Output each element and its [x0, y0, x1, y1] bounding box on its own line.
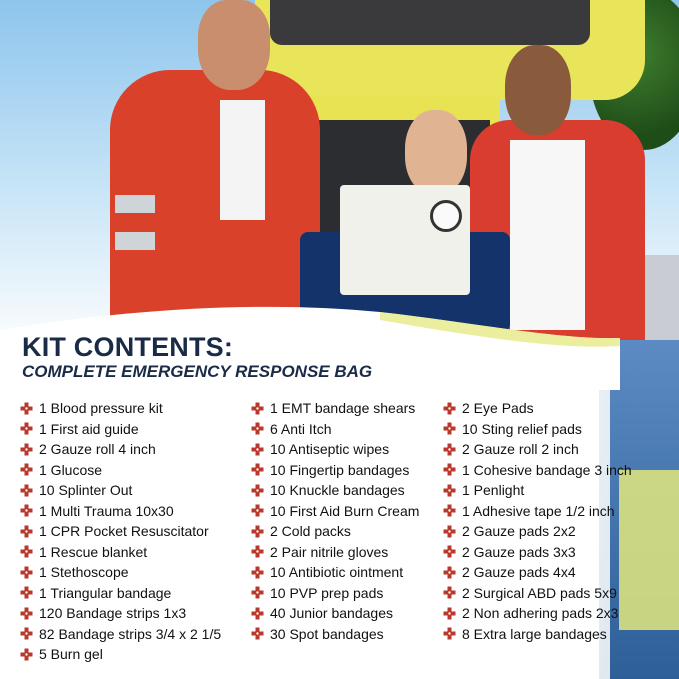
item-label: 2 Non adhering pads 2x3: [462, 605, 619, 622]
star-of-life-cross-icon: [443, 484, 456, 497]
star-of-life-cross-icon: [251, 504, 264, 517]
star-of-life-cross-icon: [20, 566, 33, 579]
item-label: 10 Sting relief pads: [462, 420, 582, 437]
star-of-life-cross-icon: [20, 402, 33, 415]
list-item: [443, 439, 632, 460]
star-of-life-cross-icon: [20, 607, 33, 620]
list-item: [443, 501, 632, 522]
item-label: 10 Knuckle bandages: [270, 482, 405, 499]
reflective-stripe: [115, 195, 155, 213]
item-label: 1 Blood pressure kit: [39, 400, 163, 417]
star-of-life-cross-icon: [251, 422, 264, 435]
list-item: [20, 644, 221, 665]
list-item: [20, 583, 221, 604]
list-item: [20, 480, 221, 501]
list-item: [443, 583, 632, 604]
star-of-life-cross-icon: [443, 586, 456, 599]
list-item: [20, 542, 221, 563]
list-item: [251, 419, 419, 440]
star-of-life-cross-icon: [251, 402, 264, 415]
star-of-life-cross-icon: [443, 422, 456, 435]
star-of-life-cross-icon: [20, 504, 33, 517]
item-label: 8 Extra large bandages: [462, 625, 607, 642]
list-item: [20, 603, 221, 624]
list-item: [20, 501, 221, 522]
star-of-life-cross-icon: [443, 627, 456, 640]
list-item: [20, 460, 221, 481]
list-item: [20, 439, 221, 460]
page-subtitle: COMPLETE EMERGENCY RESPONSE BAG: [22, 362, 373, 381]
star-of-life-cross-icon: [20, 484, 33, 497]
item-label: 2 Gauze pads 4x4: [462, 564, 576, 581]
star-of-life-cross-icon: [443, 504, 456, 517]
item-label: 120 Bandage strips 1x3: [39, 605, 187, 622]
list-item: [443, 398, 632, 419]
item-label: 1 Rescue blanket: [39, 543, 148, 560]
star-of-life-cross-icon: [443, 545, 456, 558]
reflective-stripe: [115, 232, 155, 250]
item-label: 40 Junior bandages: [270, 605, 393, 622]
list-item: [443, 480, 632, 501]
paramedic-left-shirt: [220, 100, 265, 220]
item-label: 1 Multi Trauma 10x30: [39, 502, 174, 519]
star-of-life-cross-icon: [20, 648, 33, 661]
item-label: 5 Burn gel: [39, 646, 103, 663]
item-label: 2 Gauze roll 2 inch: [462, 441, 579, 458]
star-of-life-cross-icon: [20, 586, 33, 599]
list-item: [251, 501, 419, 522]
star-of-life-cross-icon: [251, 566, 264, 579]
item-label: 82 Bandage strips 3/4 x 2 1/5: [39, 625, 222, 642]
list-item: [251, 398, 419, 419]
star-of-life-cross-icon: [20, 422, 33, 435]
item-label: 6 Anti Itch: [270, 420, 332, 437]
item-label: 2 Surgical ABD pads 5x9: [462, 584, 617, 601]
star-of-life-cross-icon: [443, 607, 456, 620]
item-label: 1 CPR Pocket Resuscitator: [39, 523, 209, 540]
item-label: 1 Triangular bandage: [39, 584, 172, 601]
item-label: 1 First aid guide: [39, 420, 139, 437]
star-of-life-cross-icon: [251, 484, 264, 497]
paramedic-left-head: [198, 0, 270, 90]
item-label: 30 Spot bandages: [270, 625, 384, 642]
list-item: [20, 419, 221, 440]
list-item: [443, 542, 632, 563]
star-of-life-cross-icon: [443, 402, 456, 415]
list-item: [443, 603, 632, 624]
star-of-life-cross-icon: [20, 463, 33, 476]
list-item: [251, 624, 419, 645]
item-label: 10 PVP prep pads: [270, 584, 384, 601]
item-label: 2 Gauze roll 4 inch: [39, 441, 156, 458]
star-of-life-cross-icon: [443, 443, 456, 456]
star-of-life-cross-icon: [443, 463, 456, 476]
item-label: 1 Stethoscope: [39, 564, 129, 581]
item-label: 1 Penlight: [462, 482, 525, 499]
list-item: [443, 624, 632, 645]
item-label: 10 Antiseptic wipes: [270, 441, 390, 458]
item-label: 1 Glucose: [39, 461, 103, 478]
item-label: 10 Splinter Out: [39, 482, 133, 499]
blood-pressure-gauge: [430, 200, 462, 232]
list-item: [443, 562, 632, 583]
item-label: 1 Adhesive tape 1/2 inch: [462, 502, 615, 519]
list-item: [20, 521, 221, 542]
list-item: [251, 460, 419, 481]
item-label: 10 Fingertip bandages: [270, 461, 410, 478]
item-label: 2 Gauze pads 3x3: [462, 543, 576, 560]
items-column-3: [443, 398, 632, 644]
star-of-life-cross-icon: [20, 443, 33, 456]
list-item: [251, 521, 419, 542]
star-of-life-cross-icon: [251, 627, 264, 640]
list-item: [20, 562, 221, 583]
list-item: [20, 398, 221, 419]
star-of-life-cross-icon: [20, 525, 33, 538]
item-label: 2 Cold packs: [270, 523, 351, 540]
star-of-life-cross-icon: [443, 525, 456, 538]
star-of-life-cross-icon: [251, 586, 264, 599]
list-item: [251, 542, 419, 563]
star-of-life-cross-icon: [251, 463, 264, 476]
paramedic-center: [405, 110, 467, 195]
page-title: KIT CONTENTS:: [22, 332, 234, 362]
paramedic-right-head: [505, 45, 571, 135]
star-of-life-cross-icon: [443, 566, 456, 579]
star-of-life-cross-icon: [20, 545, 33, 558]
list-item: [443, 419, 632, 440]
list-item: [251, 562, 419, 583]
list-item: [443, 460, 632, 481]
item-label: 1 EMT bandage shears: [270, 400, 416, 417]
item-label: 10 First Aid Burn Cream: [270, 502, 420, 519]
star-of-life-cross-icon: [251, 443, 264, 456]
star-of-life-cross-icon: [251, 525, 264, 538]
ambulance-hatch: [270, 0, 590, 45]
list-item: [251, 583, 419, 604]
star-of-life-cross-icon: [251, 607, 264, 620]
list-item: [20, 624, 221, 645]
item-label: 2 Pair nitrile gloves: [270, 543, 389, 560]
item-label: 2 Gauze pads 2x2: [462, 523, 576, 540]
items-column-1: [20, 398, 221, 665]
item-label: 10 Antibiotic ointment: [270, 564, 404, 581]
list-item: [251, 603, 419, 624]
items-column-2: [251, 398, 419, 644]
star-of-life-cross-icon: [251, 545, 264, 558]
star-of-life-cross-icon: [20, 627, 33, 640]
list-item: [251, 480, 419, 501]
list-item: [443, 521, 632, 542]
list-item: [251, 439, 419, 460]
item-label: 2 Eye Pads: [462, 400, 534, 417]
item-label: 1 Cohesive bandage 3 inch: [462, 461, 632, 478]
